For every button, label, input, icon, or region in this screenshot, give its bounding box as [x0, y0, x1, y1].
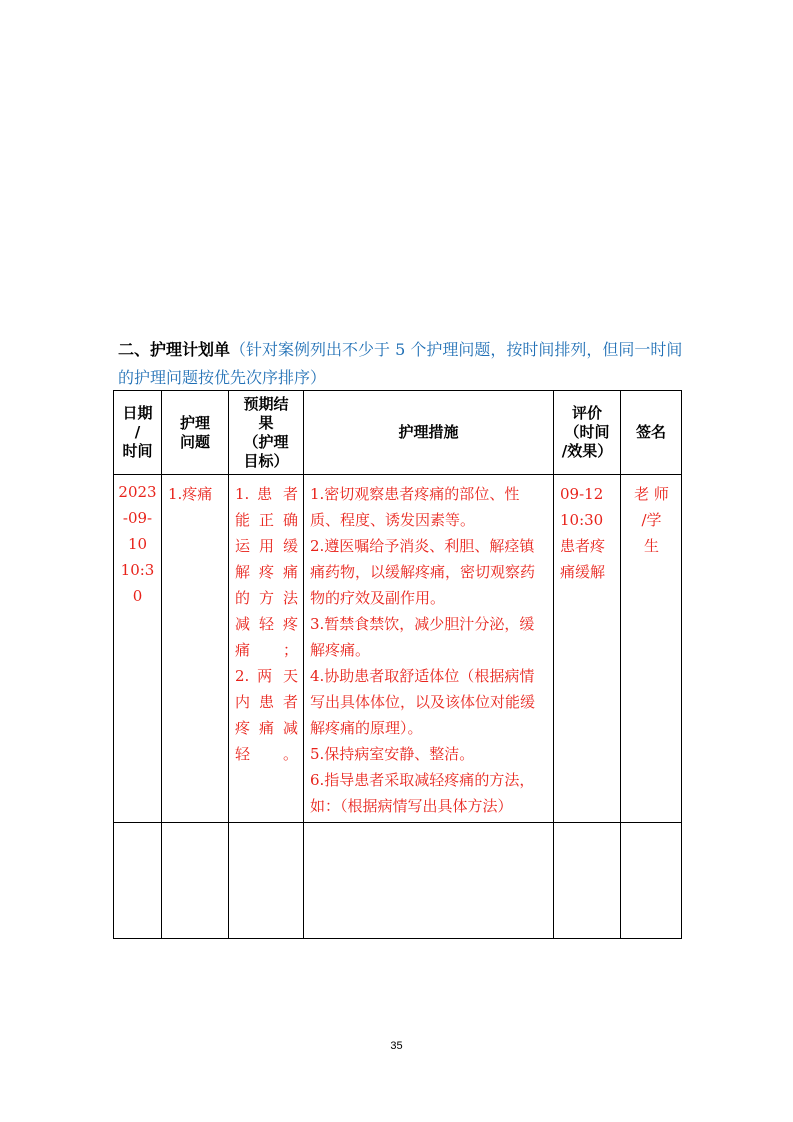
text-line: 生	[643, 537, 659, 555]
text-line: 解 疼 痛	[235, 563, 298, 581]
text-line: 09-12	[560, 485, 604, 503]
text-line: 老 师	[634, 485, 669, 503]
text-line: 疼 痛 减	[235, 719, 298, 737]
text-line: 6.指导患者采取减轻疼痛的方法，如：（根据病情写出具体方法）	[310, 771, 535, 815]
text-line: /	[134, 423, 141, 441]
table-row	[114, 475, 682, 823]
text-line: 轻。	[235, 745, 298, 763]
cell-goal	[229, 475, 304, 823]
table-row-empty	[114, 823, 682, 939]
table-header-row	[114, 391, 682, 475]
text-line: 时间	[122, 442, 153, 460]
text-line: 的 方 法	[235, 589, 298, 607]
text-line: 能 正 确	[235, 511, 298, 529]
text-line: /学	[641, 511, 662, 529]
empty-cell	[621, 823, 682, 939]
text-line: 0	[132, 587, 143, 605]
text-line: 签名	[635, 423, 666, 441]
text-line: 痛；	[235, 641, 298, 659]
empty-cell	[304, 823, 554, 939]
cell-signature	[621, 475, 682, 823]
header-problem	[162, 391, 229, 475]
cell-evaluation	[554, 475, 621, 823]
text-line: 目标）	[243, 451, 289, 470]
text-line: （护理	[243, 432, 289, 451]
header-date	[114, 391, 162, 475]
nursing-plan-table	[113, 390, 682, 939]
text-line: 2.遵医嘱给予消炎、利胆、解痉镇痛药物，以缓解疼痛，密切观察药物的疗效及副作用。	[310, 537, 536, 607]
header-goal	[229, 391, 304, 475]
text-line: 痛缓解	[560, 563, 606, 581]
text-line: 日期	[122, 404, 153, 422]
cell-measures	[304, 475, 554, 823]
text-line: 护理	[179, 413, 210, 432]
text-line: 4.协助患者取舒适体位（根据病情写出具体体位，以及该体位对能缓解疼痛的原理）。	[310, 667, 536, 737]
text-line: 10:30	[560, 511, 604, 529]
problem-text: 1.疼痛	[168, 485, 213, 503]
header-measures	[304, 391, 554, 475]
header-signature	[621, 391, 682, 475]
text-line: 2. 两 天	[235, 667, 298, 685]
text-line: 预期结	[243, 394, 289, 413]
text-line: 果	[258, 413, 274, 432]
text-line: 10:3	[120, 561, 155, 579]
empty-cell	[114, 823, 162, 939]
text-line: 患者疼	[560, 537, 606, 555]
header-evaluation	[554, 391, 621, 475]
empty-cell	[162, 823, 229, 939]
text-line: -09-	[122, 509, 153, 527]
text-line: 护理措施	[398, 423, 459, 441]
text-line: /效果）	[561, 442, 613, 460]
text-line: 问题	[179, 432, 210, 451]
text-line: 1.密切观察患者疼痛的部位、性质、程度、诱发因素等。	[310, 485, 520, 529]
text-line: 内 患 者	[235, 693, 298, 711]
text-line: 评价	[571, 404, 602, 422]
text-line: （时间	[564, 423, 610, 441]
text-line: 2023	[118, 483, 157, 501]
cell-date	[114, 475, 162, 823]
text-line: 减 轻 疼	[235, 615, 298, 633]
text-line: 3.暂禁食禁饮，减少胆汁分泌，缓解疼痛。	[310, 615, 535, 659]
page-number: 35	[390, 1040, 403, 1052]
section-note: （针对案例列出不少于 5 个护理问题，按时间排列，但同一时间的护理问题按优先次序排序）	[118, 340, 683, 387]
text-line: 运 用 缓	[235, 537, 298, 555]
text-line: 10	[127, 535, 148, 553]
empty-cell	[554, 823, 621, 939]
text-line: 1. 患 者	[235, 485, 298, 503]
text-line: 5.保持病室安静、整洁。	[310, 745, 475, 763]
section-heading	[118, 336, 688, 392]
cell-problem	[162, 475, 229, 823]
section-title: 二、护理计划单	[118, 340, 231, 359]
empty-cell	[229, 823, 304, 939]
